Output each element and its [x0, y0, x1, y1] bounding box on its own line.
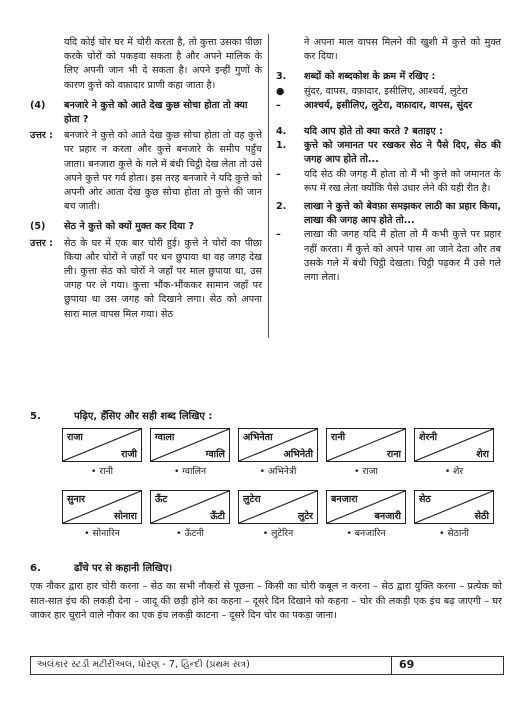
word-card: [414, 490, 494, 539]
wrong-word-top: लुटेरा: [243, 494, 261, 505]
wrong-word-top: सेठ: [419, 494, 431, 505]
bullet-icon: •: [259, 466, 266, 477]
question-text: सेठ ने कुत्ते को क्यों मुक्त कर दिया ?: [64, 221, 194, 233]
wrong-word-top: अभिनेता: [243, 432, 273, 443]
wrong-word-top: सुनार: [67, 494, 86, 505]
word-box-row-2: [62, 490, 502, 539]
question-5: [30, 220, 262, 234]
wrong-word-bottom: अभिनेती: [283, 449, 313, 460]
word-box: [326, 490, 406, 524]
wrong-word-bottom: राना: [386, 449, 401, 460]
word-card: [326, 428, 406, 477]
correct-word: • लुटेरिन: [262, 528, 294, 539]
answer-4: [30, 129, 262, 214]
section-5-title: [30, 408, 212, 422]
wrong-word-top: शेरनी: [419, 432, 438, 443]
word-card: [150, 490, 230, 539]
word-box: [150, 428, 230, 462]
word-box-row-1: [62, 428, 502, 477]
word-card: [326, 490, 406, 539]
footer-divider: [391, 657, 392, 674]
correct-word: • बनजारिन: [346, 528, 386, 539]
word-card: [238, 428, 318, 477]
correct-word: • रानी: [91, 466, 113, 477]
correct-word: • अभिनेत्री: [259, 466, 297, 477]
bullet-icon: •: [262, 528, 269, 539]
correct-word: • ग्वालिन: [173, 466, 207, 477]
word-box: [414, 490, 494, 524]
intro-paragraph: यदि कोई चोर घर में चोरी करता है, तो कुत्ता उसका पीछा करके चोरों को पकड़वा सकता है और अपने मालिक के लिए अपनी जान भी दे सकता है। अपने इन्हीं गुणों के कारण कुत्ते को वफ़ादार प्राणी कहा जाता है।: [64, 37, 262, 91]
bullet-icon: •: [176, 528, 182, 539]
wrong-word-bottom: बनजारी: [374, 511, 401, 522]
question-text: कुत्ते को जमानत पर रखकर सेठ ने पैसे दिए, सेठ की जगह आप होते तो...: [304, 140, 501, 166]
answer-text: बनजारे ने कुत्ते को आते देख कुछ सोचा होता तो वह कुत्ते पर प्रहार न करता और कुत्ते बनजारे के समीप पहुँच जाता। बनजारा कुत्ते के गले में बंधी चिट्ठी देख लेता तो उसे अपने कुत्ते पर गर्व होता। इस तरह बनजारे ने यदि कुत्ते को अपनी ओर आता देख कुछ सोचा होता तो कुत्ते की जान बच जाती।: [64, 130, 262, 213]
question-text: लाखा ने कुत्ते को बेवफ़ा समझकर लाठी का प्रहार किया, लाखा की जगह आप होते तो...: [304, 201, 501, 227]
section-3-words: [276, 85, 501, 99]
dash-icon: –: [276, 99, 281, 111]
question-text: बनजारे ने कुत्ते को आते देख कुछ सोचा होता तो क्या होता ?: [64, 99, 248, 126]
word-box: [150, 490, 230, 524]
word-card: [238, 490, 318, 539]
section-number: 5.: [30, 411, 41, 422]
bullet-icon: •: [444, 466, 451, 477]
question-4: [30, 99, 262, 127]
correct-word: • ऊँटनी: [176, 528, 204, 539]
word-box: [326, 428, 406, 462]
wrong-word-bottom: शेरा: [476, 449, 489, 460]
word-card: [62, 428, 142, 477]
section-number: 4.: [276, 126, 287, 138]
bullet-icon: •: [346, 528, 352, 539]
answer-text: सेठ के घर में एक बार चोरी हुई। कुत्ते ने चोरों का पीछा किया और चोरों ने जहाँ पर धन छुपाया था वह जगह देख ली। कुत्ता सेठ को चोरों ने जहाँ पर माल छुपाया था, उस जगह पर ले गया। कुत्ता भौंक-भौंककर सामान जहाँ पर छुपाया था उस जगह को दिखाने लगा। सेठ को अपना सारा माल वापस मिल गया। सेठ: [64, 237, 262, 320]
wrong-word-top: ऊँट: [155, 494, 168, 505]
section-title: ढाँचे पर से कहानी लिखिए।: [74, 563, 173, 574]
section-number: 6.: [30, 563, 41, 574]
question-number: (5): [30, 221, 46, 233]
dash-icon: –: [276, 229, 281, 241]
word-card: [150, 428, 230, 477]
correct-word: • सेठानी: [439, 528, 469, 539]
bullet-icon: •: [173, 466, 180, 477]
section-title: शब्दों को शब्दकोश के क्रम में रखिए :: [304, 71, 436, 83]
wrong-word-bottom: सेठी: [474, 511, 489, 522]
bullet-icon: •: [84, 528, 90, 539]
left-column: [30, 36, 262, 322]
wrong-word-top: बनजारा: [331, 494, 358, 505]
question-number: 1.: [276, 140, 287, 152]
footer-text: અલંકાર સ્ટડી મટીરીઅલ, ધોરણ - 7, હિન્દી (પ્રથમ સત્ર): [37, 659, 250, 670]
correct-word: • राजा: [354, 466, 378, 477]
column-divider: [268, 34, 269, 338]
bullet-icon: •: [91, 466, 97, 477]
question-number: (4): [30, 99, 46, 111]
wrong-word-top: राजा: [67, 432, 83, 443]
sorted-word-list: आश्चर्य, इसीलिए, लुटेरा, वफ़ादार, वापस, सुंदर: [304, 99, 473, 111]
word-box: [238, 428, 318, 462]
bullet-icon: •: [354, 466, 360, 477]
question-1: [276, 139, 501, 167]
page-footer: [30, 656, 504, 675]
section-number: 3.: [276, 71, 287, 83]
answer-1: [276, 168, 501, 196]
word-list: सुंदर, वापस, वफ़ादार, इसीलिए, आश्चर्य, लुटेरा: [304, 85, 468, 97]
correct-word: • शेर: [444, 466, 464, 477]
word-box: [62, 428, 142, 462]
answer-5: [30, 237, 262, 322]
dash-icon: –: [276, 168, 281, 180]
wrong-word-top: रानी: [331, 432, 346, 443]
question-number: 2.: [276, 201, 287, 213]
page-number: 69: [399, 658, 415, 671]
answer-label: उत्तर :: [30, 237, 53, 249]
continued-answer: ने अपना माल वापस मिलने की खुशी में कुत्ते को मुक्त कर दिया।: [304, 37, 501, 63]
answer-2: [276, 228, 501, 285]
right-column: [276, 36, 501, 285]
word-box: [62, 490, 142, 524]
wrong-word-bottom: ग्वालि: [205, 449, 225, 460]
correct-word: • सोनारिन: [84, 528, 120, 539]
question-2: [276, 200, 501, 228]
answer-text: यदि सेठ की जगह मैं होता तो मैं भी कुत्ते को जमानत के रूप में रख लेता क्योंकि पैसे उधार लेने की यही रीत है।: [304, 168, 501, 194]
section-title: यदि आप होते तो क्या करते ? बताइए :: [304, 126, 443, 138]
word-box: [414, 428, 494, 462]
word-card: [414, 428, 494, 477]
bullet-icon: •: [439, 528, 445, 539]
wrong-word-bottom: सोनारा: [114, 511, 137, 522]
section-title: पढ़िए, हँसिए और सही शब्द लिखिए :: [74, 411, 213, 422]
story-outline: एक नौकर द्वारा हार चोरी करना – सेठ का सभी नौकरों से पूछना – किसी का चोरी कबूल न करना – सेठ द्वारा युक्ति करना – प्रत्येक को सात-सात इंच की लकड़ी देना – जादू की छड़ी होने का कहना – दूसरे दिन दिखाने को कहना – चोर की लकड़ी एक इंच बढ़ जाएगी – घर जाकर हार चुराने वाले नौकर का एक इंच लकड़ी काटना – दूसरे दिन चोर का पकड़ा जाना।: [30, 581, 502, 622]
word-box: [238, 490, 318, 524]
answer-label: उत्तर :: [30, 130, 53, 142]
word-card: [62, 490, 142, 539]
section-3-answer: [276, 99, 501, 113]
wrong-word-top: ग्वाला: [155, 432, 175, 443]
wrong-word-bottom: ऊँटी: [210, 511, 225, 522]
wrong-word-bottom: राजी: [121, 449, 137, 460]
section-6-title: [30, 560, 172, 574]
answer-text: लाखा की जगह यदि मैं होता तो मैं कभी कुत्ते पर प्रहार नहीं करता। मैं कुत्ते को अपने पास आ जाने देता और तब उसके गले में बंधी चिट्ठी देखता। चिट्ठी पढ़कर मैं उसे गले लगा लेता।: [304, 229, 501, 284]
section-4-title: [276, 125, 501, 139]
section-3-title: [276, 70, 501, 84]
wrong-word-bottom: लुटेर: [297, 511, 313, 522]
bullet-icon: ●: [276, 85, 285, 97]
